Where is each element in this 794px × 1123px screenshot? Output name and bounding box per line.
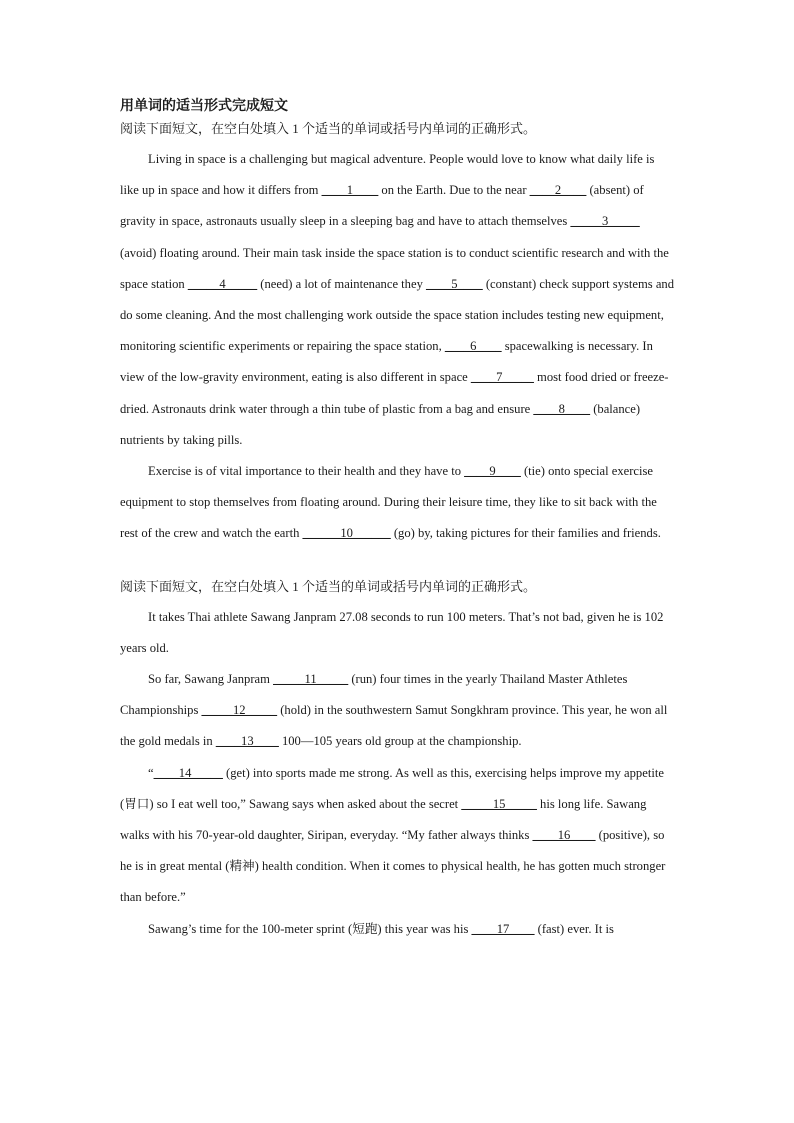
- answer-blank: ____9____: [464, 464, 521, 479]
- answer-blank: ____17____: [471, 921, 535, 936]
- paragraph-text: “: [148, 765, 154, 780]
- answer-blank: ____6____: [444, 339, 502, 354]
- paragraph-text: most food dried or freeze-dried. Astronauts drink water through a thin tube of plastic from a bag and ensure: [120, 370, 669, 416]
- paragraph-text: Exercise is of vital importance to their health and they have to: [148, 464, 465, 479]
- paragraph-text: (avoid) floating around. Their main task inside the space station is to conduct scientific research and with the space station: [120, 245, 669, 291]
- paragraph: [120, 664, 674, 758]
- paragraph-text: Sawang’s time for the 100-meter sprint (短跑) this year was his: [148, 921, 472, 936]
- paragraph-text: (balance) nutrients by taking pills.: [120, 401, 641, 447]
- document-content: [120, 96, 674, 945]
- paragraph-text: (hold) in the southwestern Samut Songkhram province. This year, he won all the gold medals in: [120, 703, 668, 749]
- paragraph-text: Living in space is a challenging but magical adventure. People would love to know what daily life is like up in space and how it differs from: [120, 152, 655, 198]
- paragraph: [120, 758, 674, 914]
- paragraph-text: his long life. Sawang walks with his 70-year-old daughter, Siripan, everyday. “My father always thinks: [120, 796, 647, 843]
- answer-blank: ____5____: [426, 276, 483, 291]
- paragraph-text: on the Earth. Due to the near: [378, 183, 530, 198]
- passage-1: [120, 118, 674, 550]
- answer-blank: ______10______: [302, 526, 391, 541]
- paragraph-text: (go) by, taking pictures for their families and friends.: [390, 526, 661, 541]
- paragraph-text: (tie) onto special exercise equipment to stop themselves from floating around. During their leisure time, they like to sit back with the rest of the crew and watch the earth: [120, 464, 657, 541]
- paragraph-text: (absent) of gravity in space, astronauts usually sleep in a sleeping bag and have to attach themselves: [120, 183, 644, 229]
- answer-blank: ____7_____: [470, 370, 534, 385]
- passages: [120, 118, 674, 945]
- paragraph: [120, 144, 674, 456]
- paragraph-text: (get) into sports made me strong. As well as this, exercising helps improve my appetite (胃口) so I eat well too,” Sawang says when asked about the secret: [120, 765, 664, 811]
- paragraph-text: 100—105 years old group at the championship.: [278, 734, 522, 749]
- passage-instruction: 阅读下面短文，在空白处填入 1 个适当的单词或括号内单词的正确形式。: [120, 121, 537, 136]
- passage-2: [120, 576, 674, 945]
- answer-blank: ____16____: [532, 828, 596, 843]
- paragraph-text: (need) a lot of maintenance they: [257, 276, 427, 291]
- answer-blank: ____8____: [533, 401, 591, 416]
- answer-blank: _____12_____: [201, 703, 278, 718]
- passage-instruction: 阅读下面短文，在空白处填入 1 个适当的单词或括号内单词的正确形式。: [120, 578, 537, 594]
- answer-blank: _____4_____: [187, 276, 258, 291]
- paragraph: [120, 602, 674, 664]
- answer-blank: _____3_____: [570, 214, 640, 229]
- paragraph: [120, 456, 674, 550]
- answer-blank: ____13____: [215, 734, 279, 749]
- paragraph-text: (positive), so he is in great mental (精神) health condition. When it comes to physical health, he has gotten much stronger than before.”: [120, 828, 666, 905]
- paragraph-text: (run) four times in the yearly Thailand Master Athletes Championships: [120, 672, 628, 718]
- paragraph-text: It takes Thai athlete Sawang Janpram 27.08 seconds to run 100 meters. That’s not bad, given he is 102 years old.: [120, 609, 664, 655]
- paragraph-text: spacewalking is necessary. In view of the low-gravity environment, eating is also different in space: [120, 339, 653, 385]
- paragraph-text: (constant) check support systems and do some cleaning. And the most challenging work outside the space station includes testing new equipment, monitoring scientific experiments or repairing the space station,: [120, 276, 674, 354]
- paragraph-text: So far, Sawang Janpram: [148, 672, 274, 687]
- paragraph: [120, 914, 674, 945]
- paragraph-text: (fast) ever. It is: [534, 921, 614, 936]
- answer-blank: _____11_____: [273, 672, 349, 687]
- answer-blank: ____2____: [529, 183, 587, 198]
- answer-blank: ____14_____: [153, 765, 223, 780]
- passage-spacer: [120, 550, 674, 576]
- answer-blank: _____15_____: [461, 796, 537, 811]
- document-title: 用单词的适当形式完成短文: [120, 99, 288, 114]
- answer-blank: ____1____: [321, 183, 379, 198]
